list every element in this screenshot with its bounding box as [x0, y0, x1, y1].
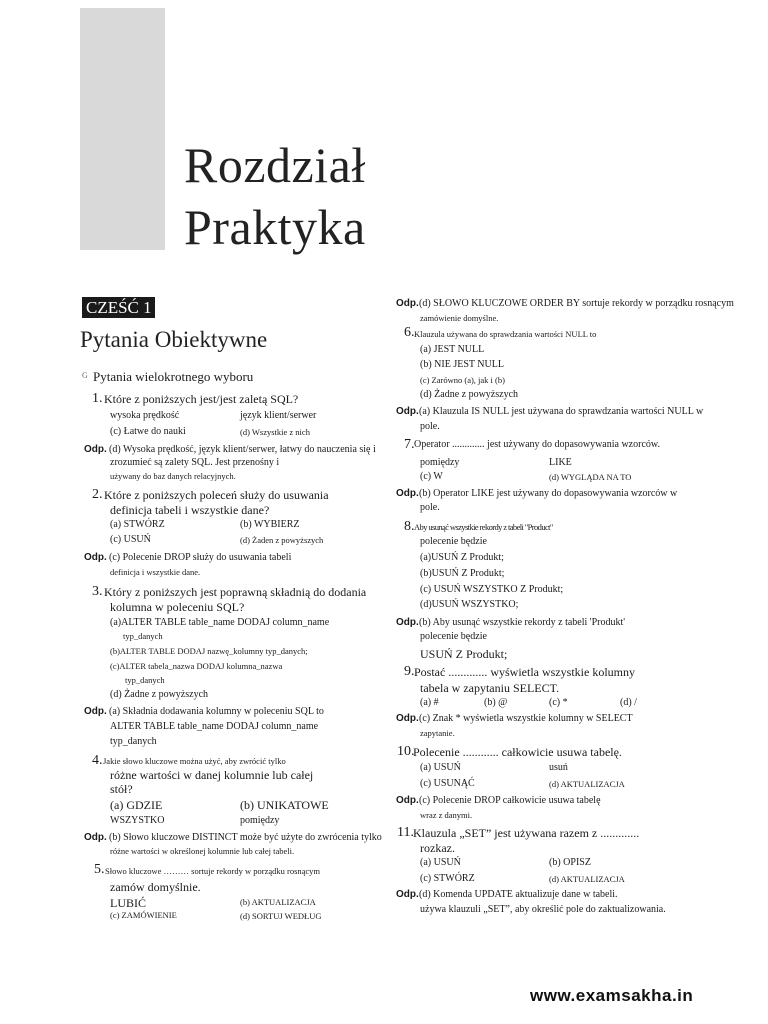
option-c: WSZYSTKO [110, 815, 165, 826]
section-tag: CZEŚĆ 1 [82, 297, 155, 318]
option-c: (c)ALTER tabela_nazwa DODAJ kolumna_nazwa [110, 661, 283, 671]
answer-text: (a) Klauzula IS NULL jest używana do sprawdzania wartości NULL w [419, 406, 704, 417]
option-d: (d) AKTUALIZACJA [549, 779, 625, 789]
option-a: typ_danych [123, 631, 163, 641]
question-number: 11. [397, 825, 414, 840]
question-text: Słowo kluczowe ……… sortuje rekordy w porządku rosnącym [105, 866, 321, 876]
answer-text: (d) Komenda UPDATE aktualizuje dane w tabeli. [419, 889, 618, 900]
question-number: 6. [404, 325, 415, 340]
option-c: typ_danych [125, 675, 165, 685]
option-a: (a) JEST NULL [420, 344, 485, 355]
question-number: 3. [92, 584, 103, 599]
question-text: polecenie będzie [420, 536, 487, 547]
answer-label: Odp. [84, 552, 107, 563]
option-c: (c) USUŃ WSZYSTKO Z Produkt; [420, 584, 564, 595]
chapter-decoration-bar [80, 8, 165, 250]
answer-text: zrozumieć są zalety SQL. Jest przenośny i [110, 457, 280, 468]
question-text: Polecenie ............ całkowicie usuwa tabelę. [413, 745, 622, 759]
option-d: (d) Żaden z powyższych [240, 535, 324, 545]
answer-label: Odp. [396, 406, 419, 417]
answer-label: Odp. [84, 444, 107, 455]
answer-text: używa klauzuli „SET”, aby określić pole do zaktualizowania. [420, 904, 666, 915]
answer-label: Odp. [396, 795, 419, 806]
question-number: 9. [404, 664, 415, 679]
option-a: (a) USUŃ [420, 762, 461, 773]
option-a: (a) # [420, 697, 439, 708]
question-text: Jakie słowo kluczowe można użyć, aby zwrócić tylko [103, 756, 286, 766]
option-a: (a) USUŃ [420, 857, 461, 868]
subsection-heading: Pytania wielokrotnego wyboru [93, 369, 254, 384]
option-d: (d) / [620, 697, 637, 708]
option-b: (b) @ [484, 697, 508, 708]
question-text: Które z poniższych jest/jest zaletą SQL? [104, 392, 299, 406]
answer-text: różne wartości w określonej kolumnie lub całej tabeli. [110, 846, 295, 856]
option-c: (c) Zarówno (a), jak i (b) [420, 375, 505, 385]
answer-text: (d) SŁOWO KLUCZOWE ORDER BY sortuje rekordy w porządku rosnącym [419, 298, 734, 309]
option-a: (a)ALTER TABLE table_name DODAJ column_name [110, 617, 330, 628]
question-text: Operator ............. jest używany do dopasowywania wzorców. [414, 439, 660, 450]
answer-text: (b) Słowo kluczowe DISTINCT może być użyte do zwrócenia tylko [109, 832, 382, 843]
option-b: (b) WYBIERZ [240, 519, 300, 530]
answer-text: (c) Polecenie DROP służy do usuwania tabeli [109, 552, 292, 563]
answer-text: (d) Wysoka prędkość, język klient/serwer, łatwy do nauczenia się i [109, 444, 376, 455]
option-b: (b)ALTER TABLE DODAJ nazwę_kolumny typ_danych; [110, 646, 308, 656]
answer-text: (c) Znak * wyświetla wszystkie kolumny w SELECT [419, 713, 633, 724]
question-text: kolumna w poleceniu SQL? [110, 600, 245, 614]
option-d: pomiędzy [240, 815, 280, 826]
option-c: (c) * [549, 697, 568, 708]
answer-text: (c) Polecenie DROP całkowicie usuwa tabelę [419, 795, 601, 806]
answer-text: (a) Składnia dodawania kolumny w poleceniu SQL to [109, 706, 324, 717]
question-number: 5. [94, 862, 105, 877]
option-c: (c) USUNĄĆ [420, 778, 475, 789]
question-text: definicja tabeli i wszystkie dane? [110, 503, 270, 517]
question-number: 2. [92, 487, 103, 502]
option-d: (d) Żadne z powyższych [420, 389, 519, 400]
option-a: (a) STWÓRZ [110, 519, 165, 530]
option-d: (d) Wszystkie z nich [240, 427, 310, 437]
answer-label: Odp. [396, 488, 419, 499]
chapter-title-line2: Praktyka [184, 199, 366, 255]
option-c: (c) STWÓRZ [420, 873, 475, 884]
answer-label: Odp. [396, 617, 419, 628]
answer-label: Odp. [84, 832, 107, 843]
option-a: (a) GDZIE [110, 798, 163, 812]
answer-text: pole. [420, 502, 440, 513]
question-number: 4. [92, 753, 103, 768]
option-b: usuń [549, 762, 568, 773]
option-d: (d) Żadne z powyższych [110, 689, 209, 700]
answer-text: polecenie będzie [420, 631, 487, 642]
answer-text: wraz z danymi. [420, 810, 473, 820]
option-d: (d) WYGLĄDA NA TO [549, 472, 632, 482]
answer-text: (b) Aby usunąć wszystkie rekordy z tabeli 'Produkt' [419, 617, 626, 628]
answer-text: zapytanie. [420, 728, 455, 738]
question-text: tabela w zapytaniu SELECT. [420, 681, 560, 695]
option-c: (c) W [420, 471, 443, 482]
option-b: (b)USUŃ Z Produkt; [420, 568, 505, 579]
option-b: (b) NIE JEST NULL [420, 359, 504, 370]
option-a: pomiędzy [420, 457, 460, 468]
question-text: stół? [110, 782, 133, 796]
question-text: Klauzula „SET” jest używana razem z ............. [413, 826, 640, 840]
option-b: (b) UNIKATOWE [240, 798, 329, 812]
answer-text: definicja i wszystkie dane. [110, 567, 201, 577]
answer-text: USUŃ Z Produkt; [420, 647, 508, 661]
question-number: 1. [92, 391, 103, 406]
question-text: Który z poniższych jest poprawną składnią do dodania [104, 585, 367, 599]
answer-text: pole. [420, 421, 440, 432]
footer-website: www.examsakha.in [530, 986, 694, 1005]
question-text: różne wartości w danej kolumnie lub całej [110, 768, 314, 782]
option-c: (c) ZAMÓWIENIE [110, 910, 177, 920]
option-a: (a)USUŃ Z Produkt; [420, 552, 504, 563]
option-d: (d) AKTUALIZACJA [549, 874, 625, 884]
answer-label: Odp. [396, 889, 419, 900]
answer-text: używany do baz danych relacyjnych. [110, 471, 236, 481]
answer-text: (b) Operator LIKE jest używany do dopasowywania wzorców w [419, 488, 678, 499]
question-number: 10. [397, 744, 415, 759]
option-b: (b) AKTUALIZACJA [240, 897, 316, 907]
option-d: (d) SORTUJ WEDŁUG [240, 911, 322, 921]
option-b: język klient/serwer [240, 410, 317, 421]
question-number: 7. [404, 437, 415, 452]
question-text: Aby usunąć wszystkie rekordy z tabeli "Product" [414, 522, 553, 532]
bullet-icon: G [82, 371, 88, 380]
answer-text: zamówienie domyślne. [420, 313, 499, 323]
answer-label: Odp. [396, 713, 419, 724]
question-text: rozkaz. [420, 841, 455, 855]
answer-label: Odp. [84, 706, 107, 717]
question-number: 8. [404, 519, 415, 534]
option-c: (c) Łatwe do nauki [110, 426, 186, 437]
option-d: (d)USUŃ WSZYSTKO; [420, 599, 519, 610]
answer-text: typ_danych [110, 736, 157, 747]
chapter-title-line1: Rozdział [184, 137, 366, 193]
option-a: wysoka prędkość [110, 410, 180, 421]
question-text: zamów domyślnie. [110, 880, 201, 894]
question-text: Które z poniższych poleceń służy do usuwania [104, 488, 329, 502]
option-b: (b) OPISZ [549, 857, 591, 868]
option-a: LUBIĆ [110, 896, 146, 910]
option-b: LIKE [549, 457, 572, 468]
question-text: Postać ............. wyświetla wszystkie kolumny [414, 665, 635, 679]
question-text: Klauzula używana do sprawdzania wartości NULL to [414, 329, 597, 339]
option-c: (c) USUŃ [110, 534, 151, 545]
answer-label: Odp. [396, 298, 419, 309]
answer-text: ALTER TABLE table_name DODAJ column_name [110, 721, 319, 732]
section-heading: Pytania Obiektywne [80, 327, 268, 352]
